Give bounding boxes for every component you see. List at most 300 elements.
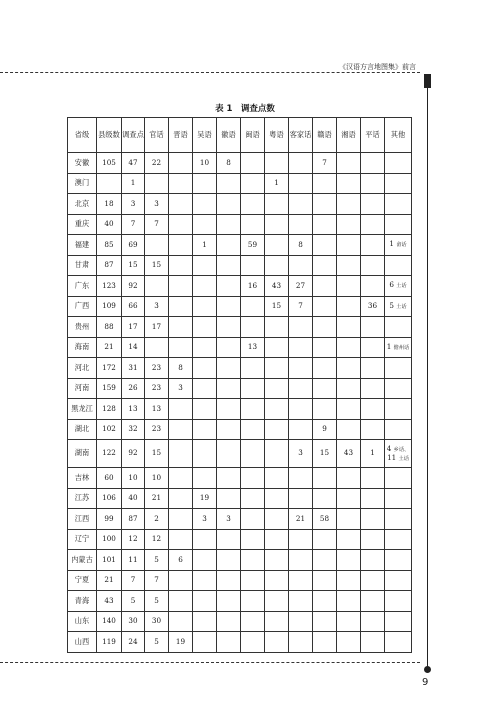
province-cell: 福建 xyxy=(68,235,97,256)
value-cell xyxy=(193,337,217,358)
value-cell: 36 xyxy=(361,296,385,317)
value-cell xyxy=(265,529,289,550)
value-cell xyxy=(217,591,241,612)
value-cell: 87 xyxy=(97,255,122,276)
value-cell xyxy=(217,488,241,509)
value-cell xyxy=(169,296,193,317)
value-cell xyxy=(313,488,337,509)
value-cell xyxy=(241,611,265,632)
column-header: 徽语 xyxy=(217,118,241,153)
value-cell xyxy=(169,591,193,612)
column-header: 省级 xyxy=(68,118,97,153)
value-cell xyxy=(361,235,385,256)
value-cell xyxy=(337,337,361,358)
value-cell: 109 xyxy=(97,296,122,317)
value-cell: 140 xyxy=(97,611,122,632)
value-cell xyxy=(169,255,193,276)
value-cell: 15 xyxy=(265,296,289,317)
value-cell: 3 xyxy=(145,296,169,317)
value-cell xyxy=(193,173,217,194)
value-cell xyxy=(241,529,265,550)
value-cell xyxy=(289,317,313,338)
province-cell: 甘肃 xyxy=(68,255,97,276)
value-cell: 13 xyxy=(122,399,145,420)
value-cell xyxy=(361,214,385,235)
province-cell: 贵州 xyxy=(68,317,97,338)
value-cell xyxy=(337,358,361,379)
value-cell xyxy=(361,378,385,399)
value-cell xyxy=(289,611,313,632)
value-cell: 3 xyxy=(122,194,145,215)
value-cell xyxy=(289,550,313,571)
value-cell xyxy=(265,378,289,399)
margin-rule xyxy=(427,84,428,672)
value-cell xyxy=(169,276,193,297)
value-cell xyxy=(217,550,241,571)
value-cell xyxy=(217,337,241,358)
table-row xyxy=(68,235,412,256)
value-cell: 3 xyxy=(145,194,169,215)
column-header: 粤语 xyxy=(265,118,289,153)
value-cell xyxy=(193,194,217,215)
province-cell: 海南 xyxy=(68,337,97,358)
value-cell xyxy=(265,255,289,276)
value-cell xyxy=(313,358,337,379)
value-cell: 92 xyxy=(122,440,145,468)
value-cell: 3 xyxy=(217,509,241,530)
value-cell: 32 xyxy=(122,419,145,440)
value-cell: 122 xyxy=(97,440,122,468)
value-cell xyxy=(241,632,265,653)
value-cell xyxy=(265,570,289,591)
value-cell xyxy=(337,488,361,509)
value-cell xyxy=(385,317,412,338)
other-note: 土话 xyxy=(396,283,407,290)
value-cell xyxy=(385,529,412,550)
other-note: 畲话 xyxy=(396,242,407,249)
value-cell xyxy=(265,468,289,489)
value-cell xyxy=(361,529,385,550)
value-cell xyxy=(265,153,289,174)
value-cell xyxy=(169,488,193,509)
value-cell xyxy=(313,399,337,420)
value-cell xyxy=(385,591,412,612)
value-cell xyxy=(241,399,265,420)
value-cell: 21 xyxy=(289,509,313,530)
value-cell: 26 xyxy=(122,378,145,399)
value-cell xyxy=(193,419,217,440)
value-cell xyxy=(385,488,412,509)
value-cell: 30 xyxy=(122,611,145,632)
value-cell xyxy=(385,509,412,530)
value-cell xyxy=(289,488,313,509)
value-cell xyxy=(289,214,313,235)
table-row xyxy=(68,632,412,653)
value-cell xyxy=(217,194,241,215)
value-cell xyxy=(217,255,241,276)
province-cell: 山东 xyxy=(68,611,97,632)
value-cell: 13 xyxy=(145,399,169,420)
value-cell: 21 xyxy=(97,337,122,358)
value-cell: 92 xyxy=(122,276,145,297)
value-cell xyxy=(193,317,217,338)
value-cell xyxy=(385,153,412,174)
value-cell xyxy=(193,276,217,297)
column-header: 吴语 xyxy=(193,118,217,153)
value-cell xyxy=(361,611,385,632)
value-cell xyxy=(385,468,412,489)
value-cell xyxy=(265,632,289,653)
value-cell: 12 xyxy=(145,529,169,550)
province-cell: 湖南 xyxy=(68,440,97,468)
province-cell: 湖北 xyxy=(68,419,97,440)
table-row xyxy=(68,488,412,509)
value-cell xyxy=(241,488,265,509)
value-cell xyxy=(313,255,337,276)
value-cell: 15 xyxy=(313,440,337,468)
other-count: 1 xyxy=(386,341,392,351)
province-cell: 山西 xyxy=(68,632,97,653)
table-row xyxy=(68,276,412,297)
value-cell: 6 xyxy=(169,550,193,571)
value-cell: 10 xyxy=(145,468,169,489)
value-cell xyxy=(241,296,265,317)
value-cell: 105 xyxy=(97,153,122,174)
value-cell xyxy=(385,194,412,215)
value-cell: 16 xyxy=(241,276,265,297)
value-cell: 43 xyxy=(337,440,361,468)
value-cell xyxy=(337,611,361,632)
table-row xyxy=(68,378,412,399)
value-cell xyxy=(265,235,289,256)
value-cell xyxy=(193,399,217,420)
province-cell: 江苏 xyxy=(68,488,97,509)
value-cell xyxy=(385,337,412,358)
value-cell xyxy=(337,591,361,612)
province-cell: 广东 xyxy=(68,276,97,297)
value-cell: 5 xyxy=(145,550,169,571)
value-cell xyxy=(217,419,241,440)
value-cell xyxy=(265,419,289,440)
value-cell xyxy=(385,255,412,276)
value-cell: 123 xyxy=(97,276,122,297)
value-cell xyxy=(169,399,193,420)
value-cell: 23 xyxy=(145,378,169,399)
column-header: 闽语 xyxy=(241,118,265,153)
value-cell xyxy=(169,440,193,468)
value-cell: 5 xyxy=(145,591,169,612)
value-cell xyxy=(169,468,193,489)
value-cell xyxy=(241,153,265,174)
value-cell xyxy=(217,276,241,297)
value-cell xyxy=(385,378,412,399)
value-cell xyxy=(265,214,289,235)
value-cell xyxy=(313,611,337,632)
table-row xyxy=(68,440,412,468)
value-cell: 31 xyxy=(122,358,145,379)
value-cell xyxy=(265,337,289,358)
value-cell xyxy=(241,468,265,489)
page-dot xyxy=(424,666,431,673)
table-row xyxy=(68,358,412,379)
column-header: 平话 xyxy=(361,118,385,153)
value-cell: 23 xyxy=(145,358,169,379)
value-cell xyxy=(169,214,193,235)
value-cell: 7 xyxy=(122,570,145,591)
table-row xyxy=(68,591,412,612)
value-cell: 43 xyxy=(265,276,289,297)
value-cell: 40 xyxy=(122,488,145,509)
value-cell xyxy=(193,632,217,653)
value-cell xyxy=(169,337,193,358)
value-cell: 21 xyxy=(97,570,122,591)
column-header: 晋语 xyxy=(169,118,193,153)
value-cell xyxy=(241,358,265,379)
value-cell: 88 xyxy=(97,317,122,338)
value-cell xyxy=(217,440,241,468)
value-cell xyxy=(385,296,412,317)
value-cell xyxy=(361,632,385,653)
province-cell: 宁夏 xyxy=(68,570,97,591)
value-cell: 40 xyxy=(97,214,122,235)
value-cell xyxy=(385,235,412,256)
value-cell xyxy=(289,255,313,276)
value-cell xyxy=(241,570,265,591)
other-note: 乡话、 xyxy=(393,446,410,453)
value-cell xyxy=(289,173,313,194)
value-cell: 7 xyxy=(313,153,337,174)
value-cell: 3 xyxy=(289,440,313,468)
value-cell xyxy=(265,591,289,612)
value-cell: 172 xyxy=(97,358,122,379)
province-cell: 内蒙古 xyxy=(68,550,97,571)
value-cell xyxy=(193,550,217,571)
value-cell xyxy=(361,194,385,215)
value-cell xyxy=(361,337,385,358)
value-cell xyxy=(265,611,289,632)
value-cell xyxy=(265,550,289,571)
value-cell xyxy=(337,550,361,571)
value-cell: 99 xyxy=(97,509,122,530)
value-cell xyxy=(145,173,169,194)
value-cell xyxy=(169,194,193,215)
value-cell xyxy=(337,399,361,420)
value-cell xyxy=(169,529,193,550)
value-cell xyxy=(241,173,265,194)
table-row xyxy=(68,550,412,571)
other-count: 1 xyxy=(389,239,394,249)
value-cell: 159 xyxy=(97,378,122,399)
value-cell xyxy=(289,399,313,420)
value-cell xyxy=(385,173,412,194)
other-note: 土话 xyxy=(396,303,407,310)
province-cell: 重庆 xyxy=(68,214,97,235)
value-cell xyxy=(313,296,337,317)
table-row xyxy=(68,419,412,440)
value-cell: 7 xyxy=(122,214,145,235)
top-dashed-rule xyxy=(0,72,420,73)
value-cell xyxy=(385,399,412,420)
value-cell: 14 xyxy=(122,337,145,358)
value-cell xyxy=(385,419,412,440)
value-cell xyxy=(241,317,265,338)
value-cell: 30 xyxy=(145,611,169,632)
value-cell xyxy=(217,529,241,550)
value-cell xyxy=(337,468,361,489)
value-cell xyxy=(313,317,337,338)
value-cell xyxy=(145,276,169,297)
value-cell: 8 xyxy=(289,235,313,256)
value-cell xyxy=(361,509,385,530)
value-cell xyxy=(193,255,217,276)
value-cell: 17 xyxy=(122,317,145,338)
value-cell: 1 xyxy=(361,440,385,468)
column-header: 湘语 xyxy=(337,118,361,153)
value-cell xyxy=(265,440,289,468)
value-cell xyxy=(313,570,337,591)
value-cell xyxy=(337,173,361,194)
value-cell xyxy=(337,419,361,440)
value-cell xyxy=(289,570,313,591)
value-cell xyxy=(337,296,361,317)
value-cell xyxy=(313,591,337,612)
survey-points-table xyxy=(67,117,412,653)
value-cell xyxy=(361,358,385,379)
province-cell: 安徽 xyxy=(68,153,97,174)
column-header: 其他 xyxy=(385,118,412,153)
value-cell xyxy=(169,317,193,338)
value-cell xyxy=(385,276,412,297)
value-cell: 10 xyxy=(193,153,217,174)
value-cell xyxy=(337,632,361,653)
value-cell: 13 xyxy=(241,337,265,358)
value-cell xyxy=(193,570,217,591)
value-cell xyxy=(313,214,337,235)
value-cell xyxy=(337,235,361,256)
value-cell xyxy=(169,173,193,194)
value-cell xyxy=(289,529,313,550)
value-cell xyxy=(217,570,241,591)
value-cell: 18 xyxy=(97,194,122,215)
table-row xyxy=(68,153,412,174)
table-row xyxy=(68,255,412,276)
value-cell: 15 xyxy=(122,255,145,276)
value-cell xyxy=(241,419,265,440)
province-cell: 黑龙江 xyxy=(68,399,97,420)
value-cell xyxy=(289,632,313,653)
value-cell xyxy=(289,378,313,399)
value-cell xyxy=(97,173,122,194)
table-row xyxy=(68,468,412,489)
table-row xyxy=(68,337,412,358)
other-count: 4 xyxy=(386,443,392,453)
value-cell xyxy=(289,337,313,358)
value-cell xyxy=(289,358,313,379)
table-row xyxy=(68,399,412,420)
value-cell xyxy=(385,440,412,468)
value-cell xyxy=(361,153,385,174)
value-cell xyxy=(361,276,385,297)
value-cell xyxy=(313,276,337,297)
value-cell: 85 xyxy=(97,235,122,256)
value-cell: 24 xyxy=(122,632,145,653)
value-cell: 10 xyxy=(122,468,145,489)
value-cell xyxy=(241,550,265,571)
value-cell: 1 xyxy=(193,235,217,256)
value-cell xyxy=(361,468,385,489)
value-cell xyxy=(385,632,412,653)
value-cell: 5 xyxy=(122,591,145,612)
value-cell: 106 xyxy=(97,488,122,509)
table-row xyxy=(68,529,412,550)
value-cell xyxy=(289,468,313,489)
value-cell: 12 xyxy=(122,529,145,550)
other-count: 5 xyxy=(389,300,394,310)
value-cell xyxy=(193,529,217,550)
value-cell: 27 xyxy=(289,276,313,297)
value-cell xyxy=(217,296,241,317)
value-cell xyxy=(313,550,337,571)
value-cell xyxy=(337,317,361,338)
value-cell: 7 xyxy=(145,570,169,591)
other-count: 6 xyxy=(389,280,394,290)
value-cell xyxy=(241,440,265,468)
value-cell xyxy=(265,358,289,379)
value-cell: 128 xyxy=(97,399,122,420)
value-cell xyxy=(193,214,217,235)
value-cell xyxy=(385,550,412,571)
value-cell xyxy=(289,591,313,612)
value-cell: 23 xyxy=(145,419,169,440)
value-cell: 69 xyxy=(122,235,145,256)
value-cell xyxy=(361,317,385,338)
value-cell: 8 xyxy=(217,153,241,174)
value-cell: 11 xyxy=(122,550,145,571)
value-cell xyxy=(313,632,337,653)
value-cell xyxy=(193,440,217,468)
value-cell xyxy=(169,570,193,591)
value-cell: 19 xyxy=(193,488,217,509)
value-cell: 1 xyxy=(122,173,145,194)
value-cell xyxy=(241,591,265,612)
value-cell xyxy=(337,214,361,235)
page-number: 9 xyxy=(422,677,429,688)
value-cell xyxy=(385,570,412,591)
value-cell xyxy=(289,194,313,215)
value-cell xyxy=(313,194,337,215)
table-row xyxy=(68,194,412,215)
table-row xyxy=(68,570,412,591)
value-cell xyxy=(289,153,313,174)
value-cell: 3 xyxy=(193,509,217,530)
value-cell xyxy=(265,399,289,420)
value-cell xyxy=(337,509,361,530)
table-row xyxy=(68,296,412,317)
value-cell: 22 xyxy=(145,153,169,174)
value-cell xyxy=(217,173,241,194)
value-cell: 47 xyxy=(122,153,145,174)
value-cell xyxy=(217,632,241,653)
value-cell xyxy=(193,591,217,612)
value-cell xyxy=(385,358,412,379)
value-cell xyxy=(337,378,361,399)
value-cell xyxy=(385,611,412,632)
value-cell xyxy=(265,194,289,215)
province-cell: 吉林 xyxy=(68,468,97,489)
province-cell: 广西 xyxy=(68,296,97,317)
table-row xyxy=(68,317,412,338)
value-cell: 9 xyxy=(313,419,337,440)
